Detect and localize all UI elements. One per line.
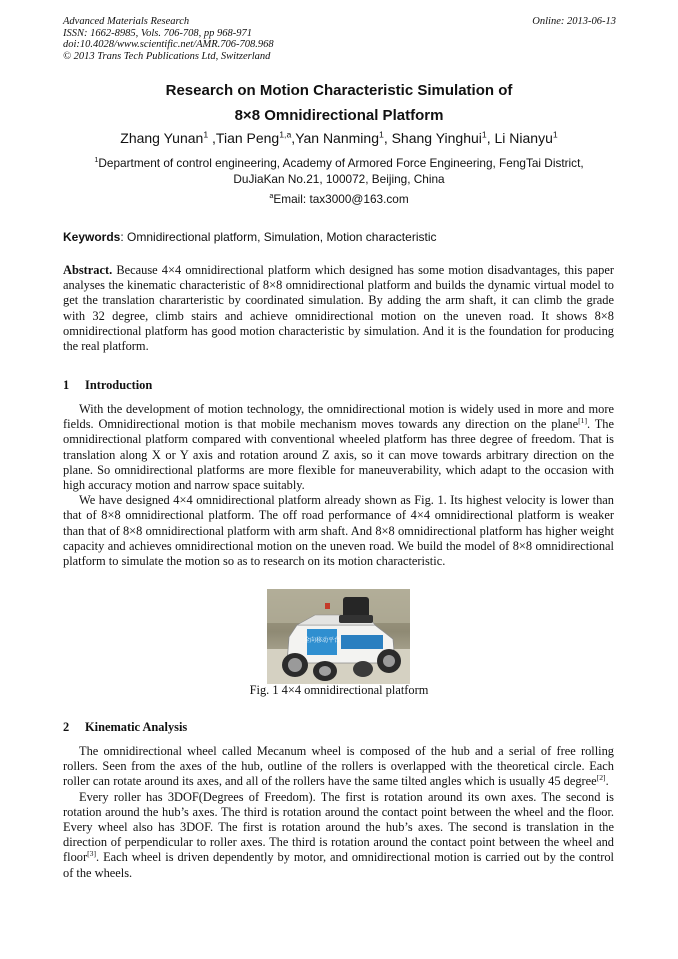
affiliation-line-1: Department of control engineering, Academy of Armored Force Engineering, FengTai District, xyxy=(98,156,584,170)
email-text: Email: tax3000@163.com xyxy=(273,192,409,206)
platform-sign-text: 全向移动平台 xyxy=(303,637,341,644)
copyright-line: © 2013 Trans Tech Publications Ltd, Switzerland xyxy=(63,50,271,62)
paragraph xyxy=(63,402,614,493)
abstract xyxy=(63,263,614,354)
text-run: Every roller has 3DOF(Degrees of Freedom). The first is rotation around its own axes. The second is rotation around the hub’s axes. The third is rotation around the contact point between the wheel and the floor. Every wheel also has 3DOF. The first is rotation around the hub’s axes. The second is translation in the direction of perpendicular to roller axes. The third is rotation around the contact point between the wheel and floor xyxy=(63,789,614,865)
text-run: . Each wheel is driven dependently by motor, and omnidirectional motion is carried out by the control of the wheels. xyxy=(63,850,614,880)
paragraph xyxy=(63,790,614,881)
keywords-text: : Omnidirectional platform, Simulation, Motion characteristic xyxy=(120,230,437,244)
keywords xyxy=(63,230,436,244)
section-title: Kinematic Analysis xyxy=(85,720,188,734)
paper-title-line-2: 8×8 Omnidirectional Platform xyxy=(234,107,444,124)
affiliation-sup: 1 xyxy=(94,155,99,165)
paragraph: We have designed 4×4 omnidirectional platform already shown as Fig. 1. Its highest velocity is lower than that of 8×8 omnidirectional platform. The off road performance of 4×4 omnidirectional platform is weaker than that of 8×8 omnidirectional platform with arm shaft. And 8×8 omnidirectional platform has higher weight capacity and achieves omnidirectional motion on the uneven road. We build the model of 8×8 omnidirectional platform to simulate the motion so as to research on its motion characteristic. xyxy=(63,493,614,569)
citation-ref: [1] xyxy=(578,416,588,426)
author-affil-sup: 1 xyxy=(481,129,487,140)
paper-title-line-1: Research on Motion Characteristic Simulation of xyxy=(165,82,513,99)
text-run: . The omnidirectional platform compared with conventional wheeled platform has three degree of freedom. That is translation along X or Y axis and rotation around Z axis, so it can move towards arbitrary direction on the plane. So omnidirectional platforms are more flexible for maneuverability, which adapt to the occasion with high accuracy motion and narrow space suitably. xyxy=(63,417,614,493)
section-number: 1 xyxy=(63,378,70,392)
text-run: The omnidirectional wheel called Mecanum wheel is composed of the hub and a serial of free rolling rollers. Seen from the axes of the hub, outline of the rollers is overlapped with the theoretical circle. Each roller can rotate around its axes, and all of the rollers have the same tilted angles which is usually 45 degree xyxy=(63,744,614,789)
author-name: Zhang Yunan xyxy=(120,130,204,146)
author-name: Li Nianyu xyxy=(494,130,553,146)
author-list: Zhang Yunan$^1$ ,Tian Peng$^{1,a}$,Yan Nanming$^1$, Shang Yinghui$^1$, Li Nianyu$^1$ xyxy=(120,129,558,146)
author-affil-sup: 1 xyxy=(552,129,558,140)
introduction-body xyxy=(63,402,614,569)
section-number: 2 xyxy=(63,720,70,734)
corresponding-email xyxy=(0,192,678,206)
author-name: Tian Peng xyxy=(215,130,280,146)
journal-name: Advanced Materials Research xyxy=(63,16,190,27)
text-run: . xyxy=(605,774,609,789)
author-name: Yan Nanming xyxy=(295,130,379,146)
keywords-label: Keywords xyxy=(63,230,121,244)
online-date: Online: 2013-06-13 xyxy=(532,16,616,27)
author-affil-sup: 1 xyxy=(203,129,209,140)
section-heading-kinematic-analysis xyxy=(63,720,187,735)
author-affil-sup: 1,a xyxy=(279,129,292,140)
citation-ref: [3] xyxy=(87,849,97,859)
author-affil-sup: 1 xyxy=(378,129,384,140)
issn-line: ISSN: 1662-8985, Vols. 706-708, pp 968-971 xyxy=(63,27,252,39)
citation-ref: [2] xyxy=(596,773,606,783)
text-run: With the development of motion technology, the omnidirectional motion is widely used in more and more fields. Omnidirectional motion is that mobile mechanism moves towards any direction on the plane xyxy=(63,402,614,432)
omnidirectional-platform-photo xyxy=(267,589,410,684)
figure-1-photo xyxy=(267,589,410,684)
kinematic-analysis-body xyxy=(63,744,614,881)
email-sup: a xyxy=(269,191,274,201)
figure-1-caption: Fig. 1 4×4 omnidirectional platform xyxy=(249,683,429,697)
paragraph xyxy=(63,744,614,790)
doi-line: doi:10.4028/www.scientific.net/AMR.706-708.968 xyxy=(63,39,274,50)
section-heading-introduction xyxy=(63,378,152,393)
abstract-text: Because 4×4 omnidirectional platform which designed has some motion disadvantages, this paper analyses the kinematic characteristic of 8×8 omnidirectional platform and builds the dynamic virtual model to get the translation chararteristic by coordinated simulation. By adding the arm shaft, it can climb the grade with 32 degree, climb stairs and achieve omnidirectional motion on the uneven road. It shows 8×8 omnidirectional platform has good motion characteristic by simulation. And it is the foundation for producing the real platform. xyxy=(63,263,614,354)
affiliation xyxy=(0,155,678,187)
abstract-label: Abstract. xyxy=(63,263,113,277)
journal-header xyxy=(63,16,274,62)
section-title: Introduction xyxy=(85,378,153,392)
author-name: Shang Yinghui xyxy=(391,130,482,146)
affiliation-line-2: DuJiaKan No.21, 100072, Beijing, China xyxy=(233,172,445,186)
